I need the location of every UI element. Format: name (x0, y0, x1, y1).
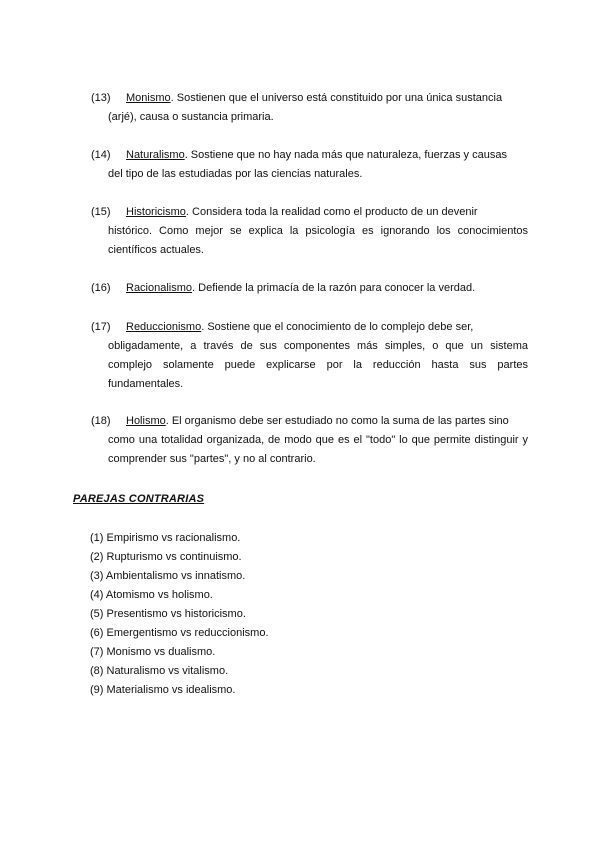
entry-term: Racionalismo (126, 282, 193, 294)
entry-text (91, 279, 528, 298)
list-item: (9) Materialismo vs idealismo. (90, 684, 236, 696)
definition-entry-monismo (91, 89, 528, 127)
entry-text (91, 89, 528, 127)
entry-number: (17) (91, 321, 111, 333)
definition-entry-naturalismo (91, 146, 528, 184)
entry-text (91, 146, 528, 184)
definition-entry-racionalismo (91, 279, 528, 298)
entry-first-line: . El organismo debe ser estudiado no como la suma de las partes sino (165, 415, 509, 427)
opposite-pairs-list (90, 529, 269, 700)
entry-number: (14) (91, 149, 111, 161)
list-item: (6) Emergentismo vs reduccionismo. (90, 627, 269, 639)
list-item: (3) Ambientalismo vs innatismo. (90, 570, 246, 582)
entry-continuation: como una totalidad organizada, de modo que es el "todo" lo que permite distinguir y comprender sus "partes", y no al contrario. (108, 434, 528, 465)
entry-first-line: . Defiende la primacía de la razón para conocer la verdad. (192, 282, 476, 294)
entry-number: (15) (91, 206, 111, 218)
list-item: (4) Atomismo vs holismo. (90, 589, 213, 601)
entry-term: Holismo (126, 415, 166, 427)
list-item: (1) Empirismo vs racionalismo. (90, 532, 241, 544)
list-item: (8) Naturalismo vs vitalismo. (90, 665, 229, 677)
entry-term: Naturalismo (126, 149, 185, 161)
entry-continuation: obligadamente, a través de sus componentes más simples, o que un sistema complejo solamente puede explicarse por la reducción hasta sus partes fundamentales. (108, 340, 528, 390)
entry-first-line: . Sostiene que no hay nada más que naturaleza, fuerzas y causas (184, 149, 507, 161)
definition-entry-historicismo (91, 203, 528, 260)
entry-text (91, 318, 528, 394)
entry-number: (16) (91, 282, 111, 294)
list-item: (2) Rupturismo vs continuismo. (90, 551, 242, 563)
list-item: (5) Presentismo vs historicismo. (90, 608, 246, 620)
entry-term: Monismo (126, 92, 171, 104)
definition-entry-holismo (91, 412, 528, 469)
definition-entry-reduccionismo (91, 318, 528, 394)
entry-first-line: . Sostienen que el universo está constituido por una única sustancia (170, 92, 503, 104)
list-item: (7) Monismo vs dualismo. (90, 646, 216, 658)
entry-continuation: histórico. Como mejor se explica la psicología es ignorando los conocimientos científicos actuales. (108, 225, 528, 256)
entry-term: Reduccionismo (126, 321, 202, 333)
section-title: PAREJAS CONTRARIAS (73, 493, 205, 505)
entry-term: Historicismo (126, 206, 186, 218)
entry-first-line: . Sostiene que el conocimiento de lo complejo debe ser, (201, 321, 474, 333)
entry-number: (13) (91, 92, 111, 104)
entry-continuation: (arjé), causa o sustancia primaria. (108, 111, 274, 123)
entry-continuation: del tipo de las estudiadas por las ciencias naturales. (108, 168, 363, 180)
entry-text (91, 412, 528, 469)
entry-number: (18) (91, 415, 111, 427)
entry-text (91, 203, 528, 260)
entry-first-line: . Considera toda la realidad como el producto de un devenir (185, 206, 478, 218)
